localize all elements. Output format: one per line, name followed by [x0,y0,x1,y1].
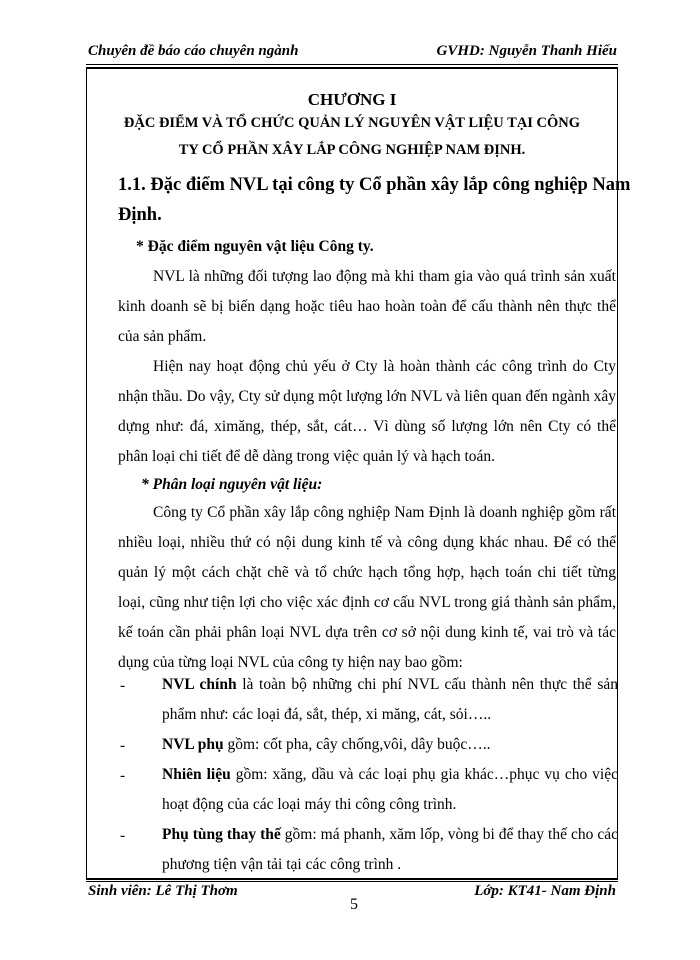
bullet-fuel [162,760,618,820]
page-number: 5 [350,896,358,913]
footer-class: Lớp: KT41- Nam Định [474,883,616,899]
bullet-spare-parts [162,820,618,880]
header-rule-thick [86,67,618,69]
bullet-dash-1: - [120,677,126,694]
bullet-dash-3: - [120,767,126,784]
paragraph-classification: Công ty Cổ phần xây lắp công nghiệp Nam Định là doanh nghiệp gồm rất nhiều loại, nhiều thứ có nội dung kinh tế và công dụng khác nhau. Để có thể quản lý một cách chặt chẽ và tổ chức hạch tổng hợp, hạch toán chi tiết từng loại, cũng như tiện lợi cho việc xác định cơ cấu NVL trong giá thành sản phẩm, kế toán cần phải phân loại NVL dựa trên cơ sở nội dung kinh tế, vai trò và tác dụng của từng loại NVL của công ty hiện nay bao gồm: [118,504,616,671]
header-right-text: GVHD: Nguyễn Thanh Hiếu [436,43,617,59]
subheading-classification: * Phân loại nguyên vật liệu: [141,476,323,493]
bullet-term: Phụ tùng thay thế [162,826,281,843]
footer-rule-thick [86,878,618,880]
bullet-auxiliary-materials [162,730,618,760]
bullet-main-materials [162,670,618,730]
chapter-title-line-1: ĐẶC ĐIỂM VÀ TỔ CHỨC QUẢN LÝ NGUYÊN VẬT LIỆU TẠI CÔNG [123,115,581,131]
bullet-term: Nhiên liệu [162,766,231,783]
bullet-term: NVL phụ [162,736,224,753]
footer-student: Sinh viên: Lê Thị Thơm [88,883,238,899]
bullet-text: gồm: cốt pha, cây chống,vôi, dây buộc….. [223,736,491,753]
bullet-dash-2: - [120,737,126,754]
page-header [88,41,617,63]
bullet-dash-4: - [120,827,126,844]
section-heading-line-2: Định. [118,205,162,225]
bullet-text: là toàn bộ những chi phí NVL cấu thành nên thực thể sản phẩm như: các loại đá, sắt, thép, xi măng, cát, sỏi….. [162,676,618,723]
header-left-text: Chuyên đề báo cáo chuyên ngành [88,43,299,59]
left-border [86,69,87,879]
paragraph-main-activity: Hiện nay hoạt động chủ yếu ở Cty là hoàn thành các công trình do Cty nhận thầu. Do vậy, Cty sử dụng một lượng lớn NVL và liên quan đến ngành xây dựng như: đá, ximăng, thép, sắt, cát… Vì dùng số lượng lớn nên Cty có thể phân loại chi tiết để dễ dàng trong việc quản lý và hạch toán. [118,358,616,465]
bullet-text: gồm: xăng, dầu và các loại phụ gia khác…phục vụ cho việc hoạt động của các loại máy thi công công trình. [162,766,619,813]
footer-rule-thin [86,881,618,882]
bullet-term: NVL chính [162,676,237,693]
subheading-characteristics: * Đặc điểm nguyên vật liệu Công ty. [136,238,374,255]
chapter-title-line-2: TY CỔ PHẦN XÂY LẮP CÔNG NGHIỆP NAM ĐỊNH. [178,142,526,158]
paragraph-nvl-definition: NVL là những đối tượng lao động mà khi tham gia vào quá trình sản xuất kinh doanh sẽ bị biến dạng hoặc tiêu hao hoàn toàn để cấu thành nên thực thể của sản phẩm. [118,268,616,345]
page-footer [88,883,616,923]
header-rule-thin [86,64,618,65]
chapter-label: CHƯƠNG I [307,90,397,109]
bullet-text: gồm: má phanh, xăm lốp, vòng bi để thay thế cho các phương tiện vận tải tại các công trình . [162,826,618,873]
section-heading-line-1: 1.1. Đặc điểm NVL tại công ty Cổ phần xây lắp công nghiệp Nam [118,175,631,195]
